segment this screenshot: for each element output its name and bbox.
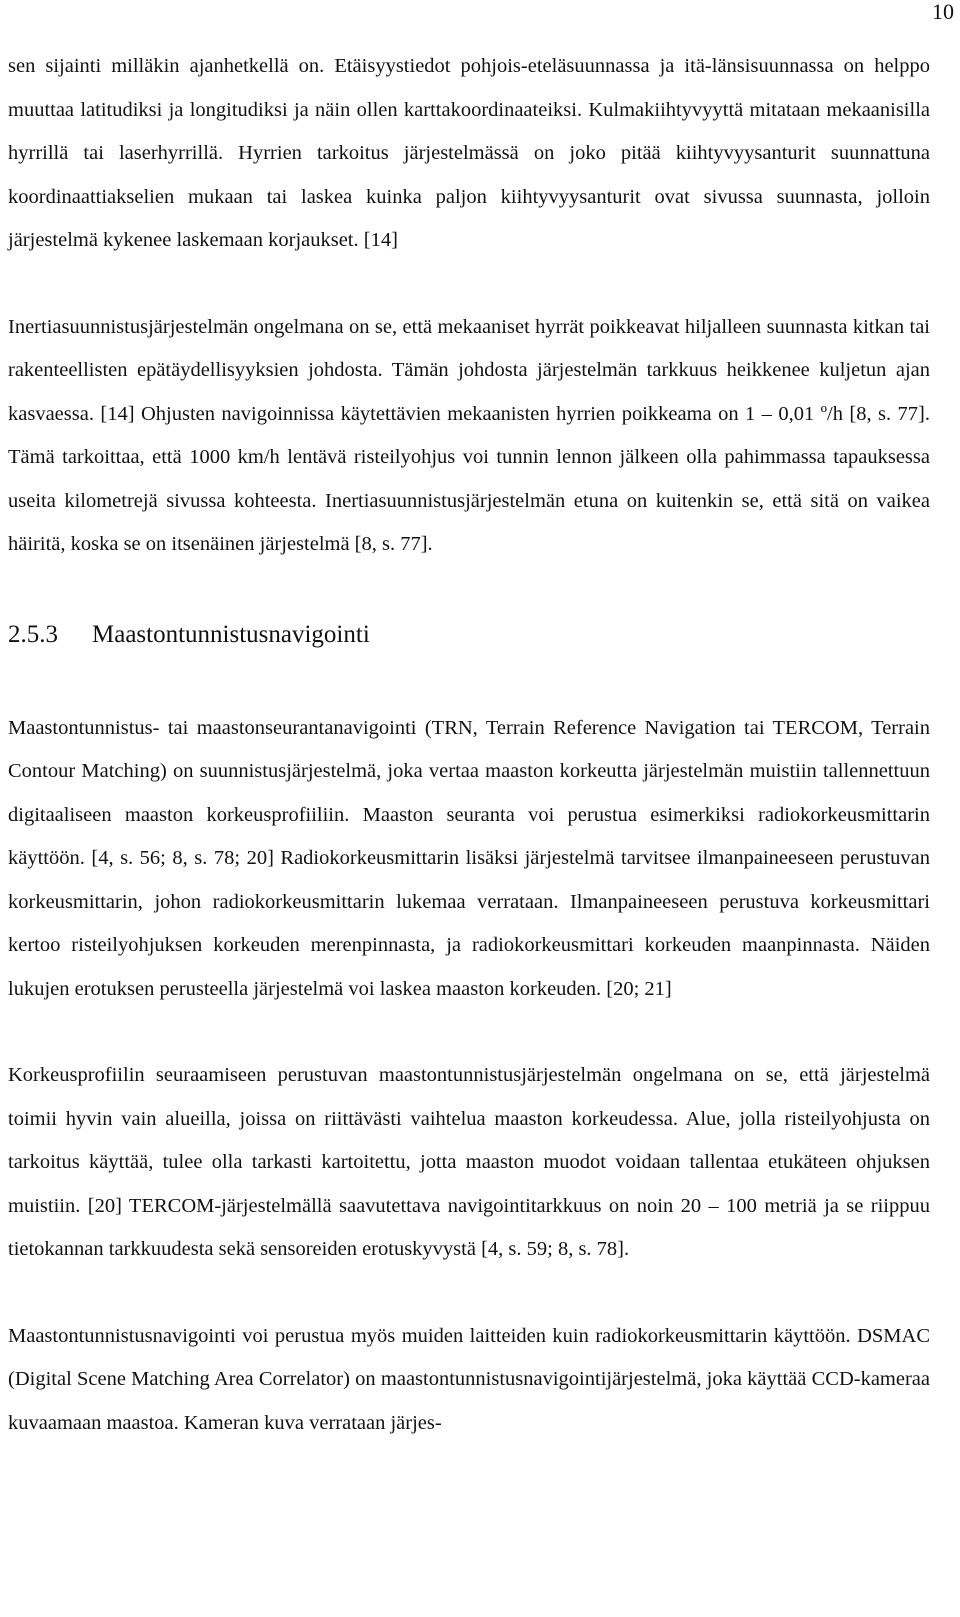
paragraph-inertial-navigation-intro: sen sijainti milläkin ajanhetkellä on. Etäisyystiedot pohjois-eteläsuunnassa ja itä-länsisuunnassa on helppo muuttaa latitudiksi ja longitudiksi ja näin ollen karttakoordinaateiksi. Kulmakiihtyvyyttä mitataan mekaanisilla hyrrillä tai laserhyrrillä. Hyrrien tarkoitus järjestelmässä on joko pitää kiihtyvyysanturit suunnattuna koordinaattiakselien mukaan tai laskea kuinka paljon kiihtyvyysanturit ovat sivussa suunnasta, jolloin järjestelmä kykenee laskemaan korjaukset. [14] — [8, 55, 930, 251]
document-body — [8, 45, 930, 1445]
paragraph-terrain-navigation-intro: Maastontunnistus- tai maastonseurantanavigointi (TRN, Terrain Reference Navigation tai TERCOM, Terrain Contour Matching) on suunnistusjärjestelmä, joka vertaa maaston korkeutta järjestelmän muistiin tallennettuun digitaaliseen maaston korkeusprofiiliin. Maaston seuranta voi perustua esimerkiksi radiokorkeusmittarin käyttöön. [4, s. 56; 8, s. 78; 20] Radiokorkeusmittarin lisäksi järjestelmä tarvitsee ilmanpaineeseen perustuvan korkeusmittarin, johon radiokorkeusmittarin lukemaa verrataan. Ilmanpaineeseen perustuva korkeusmittari kertoo risteilyohjuksen korkeuden merenpinnasta, ja radiokorkeusmittari korkeuden maanpinnasta. Näiden lukujen erotuksen perusteella järjestelmä voi laskea maaston korkeuden. [20; 21] — [8, 716, 930, 1000]
page-number: 10 — [932, 0, 954, 24]
paragraph-inertial-navigation-problem: Inertiasuunnistusjärjestelmän ongelmana on se, että mekaaniset hyrrät poikkeavat hiljalleen suunnasta kitkan tai rakenteellisten epätäydellisyyksien johdosta. Tämän johdosta järjestelmän tarkkuus heikkenee kuljetun ajan kasvaessa. [14] Ohjusten navigoinnissa käytettävien mekaanisten hyrrien poikkeama on 1 – 0,01 º/h [8, s. 77]. Tämä tarkoittaa, että 1000 km/h lentävä risteilyohjus voi tunnin lennon jälkeen olla pahimmassa tapauksessa useita kilometrejä sivussa kohteesta. Inertiasuunnistusjärjestelmän etuna on kuitenkin se, että sitä on vaikea häiritä, koska se on itsenäinen järjestelmä [8, s. 77]. — [8, 315, 930, 555]
section-title: Maastontunnistusnavigointi — [92, 620, 370, 648]
paragraph-terrain-navigation-problem: Korkeusprofiilin seuraamiseen perustuvan maastontunnistusjärjestelmän ongelmana on se, että järjestelmä toimii hyvin vain alueilla, joissa on riittävästi vaihtelua maaston korkeudessa. Alue, jolla risteilyohjusta on tarkoitus käyttää, tulee olla tarkasti kartoitettu, jotta maaston muodot voidaan tallentaa etukäteen ohjuksen muistiin. [20] TERCOM-järjestelmällä saavutettava navigointitarkkuus on noin 20 – 100 metriä ja se riippuu tietokannan tarkkuudesta sekä sensoreiden erotuskyvystä [4, s. 59; 8, s. 78]. — [8, 1064, 930, 1260]
section-heading — [8, 615, 930, 655]
paragraph-dsmac: Maastontunnistusnavigointi voi perustua myös muiden laitteiden kuin radiokorkeusmittarin käyttöön. DSMAC (Digital Scene Matching Area Correlator) on maastontunnistusnavigointijärjestelmä, joka käyttää CCD-kameraa kuvaamaan maastoa. Kameran kuva verrataan järjes- — [8, 1324, 930, 1434]
section-number: 2.5.3 — [8, 620, 58, 648]
